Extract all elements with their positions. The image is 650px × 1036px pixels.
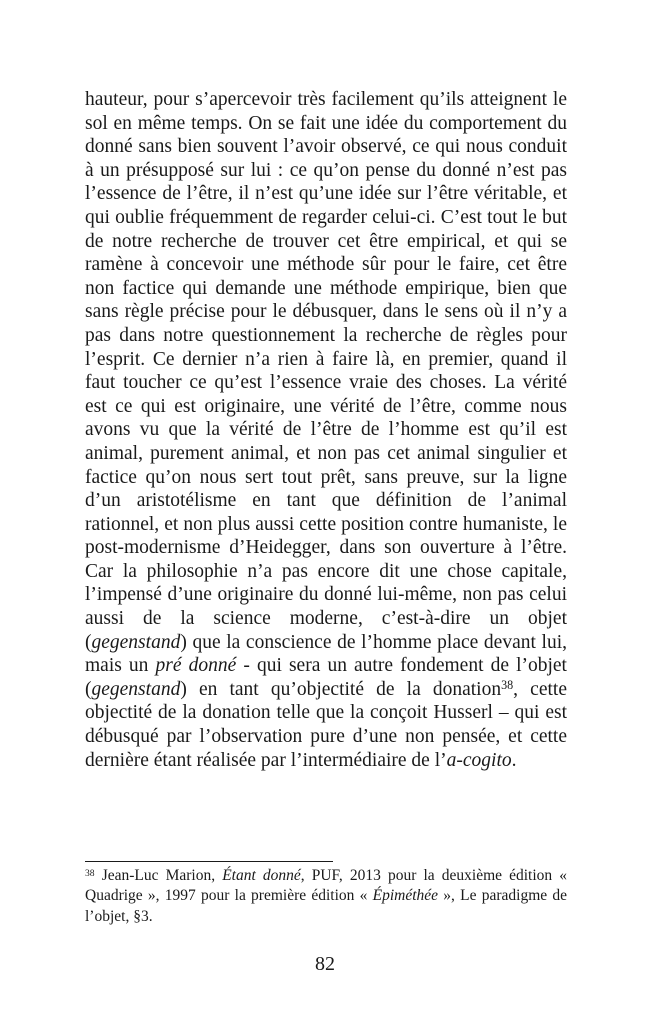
text-segment: Épiméthée: [372, 887, 439, 905]
text-segment: Étant donné: [222, 867, 301, 884]
footnote-reference: 38: [501, 678, 514, 693]
text-segment: , cette objectité de la donation telle que la conçoit Husserl – qui est débusqué par l’observation pure d’une non pensée, et cette dernière étant réalisée par l’intermédiaire de l’: [85, 678, 567, 771]
text-segment: hauteur, pour s’apercevoir très facilement qu’ils atteignent le sol en même temps. On se fait une idée du comportement du donné sans bien souvent l’avoir observé, ce qui nous conduit à un présupposé sur lui : ce qu’on pense du donné n’est pas l’essence de l’être, il n’est qu’une idée sur l’être véritable, et qui oublie fréquemment de regarder celui-ci. C’est tout le but de notre recherche de trouver cet être empirical, et qui se ramène à concevoir une méthode sûr pour le faire, cet être non factice qui demande une méthode empirique, bien que sans règle précise pour le débusquer, dans le sens où il n’y a pas dans notre questionnement la recherche de règles pour l’esprit. Ce dernier n’a rien à faire là, en premier, quand il faut toucher ce qu’est l’essence vraie des choses. La vérité est ce qui est originaire, une vérité de l’être, comme nous avons vu que la vérité de l’être de l’homme est qu’il est animal, purement animal, et non pas cet animal singulier et factice qu’on nous sert tout prêt, sans preuve, sur la ligne d’un aristotélisme en tant que définition de l’animal rationnel, et non plus aussi cette position contre humaniste, le post-modernisme d’Heidegger, dans son ouverture à l’être. Car la philosophie n’a pas encore dit une chose capitale, l’impensé d’une originaire du donné lui-même, non pas celui aussi de la science moderne, c’est-à-dire un objet (: [85, 89, 567, 653]
text-segment: pré donné: [155, 655, 237, 677]
text-segment: a-cogito: [446, 749, 512, 771]
footnote-separator: [85, 861, 333, 862]
text-segment: gegenstand: [91, 631, 181, 653]
body-paragraph: [85, 88, 567, 772]
text-segment: ) que la conscience de l’homme place devant lui, mais un: [85, 631, 567, 677]
page-number: 82: [315, 953, 335, 975]
text-segment: .: [511, 749, 517, 771]
text-segment: Jean-Luc Marion,: [94, 867, 223, 884]
text-segment: , PUF, 2013 pour la deuxième édition « Quadrige », 1997 pour la première édition «: [85, 867, 567, 905]
text-segment: gegenstand: [91, 678, 181, 700]
text-segment: ) en tant qu’objectité de la donation: [180, 678, 502, 700]
text-segment: », Le paradigme de l’objet, §3.: [85, 887, 567, 925]
footnote-paragraph: [85, 866, 567, 927]
text-segment: - qui sera un autre fondement de l’objet (: [85, 655, 567, 700]
footnote-reference: 38: [85, 867, 95, 879]
